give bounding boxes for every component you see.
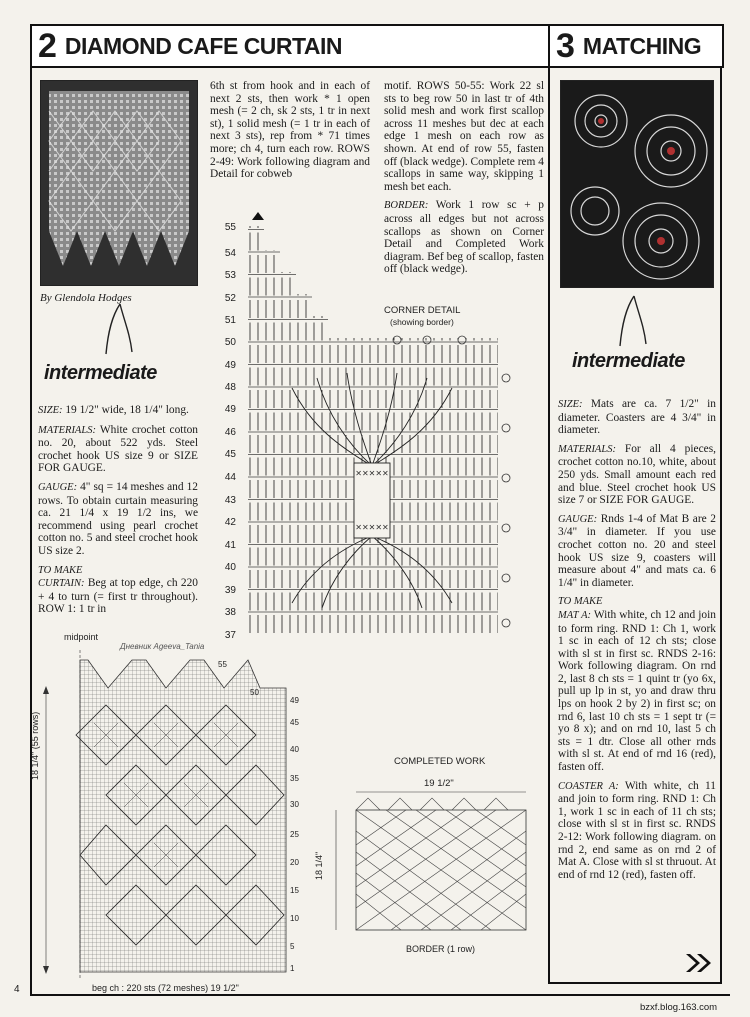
row-label: 50 [250, 688, 259, 697]
difficulty-badge: intermediate [44, 362, 157, 384]
row-number: 48 [224, 382, 236, 393]
row-number: 43 [224, 495, 236, 506]
materials-label: MATERIALS: [558, 443, 616, 455]
frame-right [720, 66, 722, 984]
svg-text:✕✕✕✕✕: ✕✕✕✕✕ [355, 469, 389, 478]
row-number: 41 [224, 540, 236, 551]
mat-text: With white, ch 12 and join to form ring. RND 1: Ch 1, work 1 sc in each of 12 ch sts; close with sl st in first sc. RNDS 2-16: Work following diagram. On rnd 2, last 8 ch sts = 1 quint tr (yo 6x, pull up lp in st, yo and draw thru lps on hook 2 by 2) in first sc; on rnd 6, last 10 ch sts = 1 sept tr (= yo 8 x); and on rnd 10, last 5 ch sts = 1 dtr. Close all other rnds with sl st. At end of rnd 16 (red), fasten off. [558, 608, 716, 774]
midpoint-label: midpoint [64, 632, 99, 642]
completed-work-diagram [326, 790, 536, 940]
row-label: 20 [290, 858, 299, 867]
difficulty-badge: intermediate [572, 350, 685, 372]
section-title: MATCHING [582, 32, 702, 59]
curtain-photo [40, 80, 198, 286]
completed-width: 19 1/2" [424, 778, 454, 789]
completed-work-title: COMPLETED WORK [394, 756, 486, 767]
row-label: 1 [290, 964, 295, 973]
gauge-label: GAUGE: [38, 481, 78, 493]
row-number: 40 [224, 562, 236, 573]
full-height-label: 18 1/4" (55 rows) [30, 711, 40, 780]
row-number: 55 [224, 222, 236, 233]
row-label: 40 [290, 745, 299, 754]
matching-instructions [558, 398, 716, 887]
tomake-label: TO MAKE [558, 596, 603, 608]
section-number: 3 [556, 26, 575, 65]
border-note: BORDER (1 row) [406, 944, 476, 954]
row-number: 46 [224, 427, 236, 438]
curtain-instructions-col2: 6th st from hook and in each of next 2 sts, then work * 1 open mesh (= 2 ch, sk 2 sts, 1 tr in next st), 1 solid mesh (= 1 tr in each of next 3 sts), rep from * 71 times more; ch 4, turn each row. ROWS 2-49: Work following diagram and Detail for cobweb [210, 80, 370, 181]
row-number: 49 [224, 360, 236, 371]
row-number: 44 [224, 472, 236, 483]
curtain-label: CURTAIN: [38, 578, 85, 590]
row-number: 54 [224, 248, 236, 259]
gauge-text: 4" sq = 14 meshes and 12 rows. To obtain curtain measuring ca. 21 1/4 x 19 1/2 ins, we recommend using pearl crochet cotton no. 5 and steel crochet hook US size 2. [38, 480, 198, 557]
frame-bottom [30, 994, 730, 996]
mat-label: MAT A: [558, 609, 591, 621]
materials-text: For all 4 pieces, crochet cotton no.10, white, about 250 yds. Small amount each red and blue. Steel crochet hook US size 7 or SIZE FOR GAUGE. [558, 442, 716, 507]
row-label: 35 [290, 774, 299, 783]
row-number: 53 [224, 270, 236, 281]
curtain-instructions-col1 [38, 404, 198, 616]
row-number: 37 [224, 630, 236, 641]
row-number: 38 [224, 607, 236, 618]
full-curtain-chart [36, 650, 306, 990]
header-matching [548, 24, 724, 68]
row-number: 50 [224, 337, 236, 348]
coaster-label: COASTER A: [558, 780, 619, 792]
size-label: SIZE: [558, 399, 583, 410]
size-text: 19 1/2" wide, 18 1/4" long. [62, 404, 189, 416]
header-diamond-cafe-curtain [30, 24, 550, 68]
row-label: 15 [290, 886, 299, 895]
doily-photo [560, 80, 714, 288]
row-label: 30 [290, 800, 299, 809]
cherry-icon [90, 302, 150, 362]
gauge-text: Rnds 1-4 of Mat B are 2 3/4" in diameter. If you use crochet cotton no. 20 and steel hook US size 9, coasters will measure about 4" and mats ca. 6 1/4" in diameter. [558, 512, 716, 589]
corner-detail-diagram [222, 208, 522, 644]
tomake-label: TO MAKE [38, 564, 83, 576]
curtain-text: Beg at top edge, ch 220 + 4 to turn (= first tr throughout). ROW 1: 1 tr in [38, 577, 198, 616]
row-label: 49 [290, 696, 299, 705]
row-label: 25 [290, 830, 299, 839]
border-text: Work 1 row sc + p across all edges but not across scallops as shown on Corner Detail and Completed Work diagram. Bef beg of scallop, fasten off (black wedge). [384, 199, 544, 276]
row-label: 55 [218, 660, 227, 669]
gauge-label: GAUGE: [558, 513, 598, 525]
row-number: 49 [224, 404, 236, 415]
border-label: BORDER: [384, 200, 429, 212]
row-label: 10 [290, 914, 299, 923]
section-title: DIAMOND CAFE CURTAIN [64, 32, 342, 59]
byline: By Glendola Hodges [40, 292, 132, 304]
size-label: SIZE: [38, 405, 63, 416]
frame-right-bottom [548, 982, 722, 984]
rows-text: motif. ROWS 50-55: Work 22 sl sts to beg row 50 in last tr of 4th solid mesh and work first scallop across 11 meshes but dec at each edge 1 mesh on each row as shown. At end of row 55, fasten off (black wedge). Complete rem 4 scallops in same way, skipping 1 mesh bet each. [384, 80, 544, 193]
frame-left [30, 66, 32, 996]
completed-height: 18 1/4" [314, 851, 324, 880]
beg-ch-label: beg ch : 220 sts (72 meshes) 19 1/2" [92, 983, 239, 993]
coaster-text: With white, ch 11 and join to form ring. RND 1: Ch 1, work 1 sc in each of 11 ch sts; close with sl st in first sc. RNDS 2-12: Work following diagram. on rnd 2, end same as on rnd 2 of Mat A. Close with sl st thruout. At end of rnd 12 (red), fasten off. [558, 779, 716, 881]
continue-arrow-icon [684, 952, 714, 974]
row-number: 52 [224, 293, 236, 304]
corner-detail-title: CORNER DETAIL [384, 305, 461, 316]
row-number: 45 [224, 449, 236, 460]
size-text: Mats are ca. 7 1/2" in diameter. Coasters are 4 3/4" in diameter. [558, 398, 716, 437]
column-divider [548, 66, 550, 984]
row-number: 42 [224, 517, 236, 528]
row-label: 5 [290, 942, 295, 951]
page-number: 4 [14, 984, 20, 995]
watermark: Дневник Ageeva_Tania [120, 642, 205, 651]
materials-label: MATERIALS: [38, 424, 96, 436]
materials-text: White crochet cotton no. 20, about 522 yds. Steel crochet hook US size 9 or SIZE FOR GAUGE. [38, 423, 198, 475]
row-label: 45 [290, 718, 299, 727]
row-number: 51 [224, 315, 236, 326]
cherry-icon [604, 294, 664, 354]
corner-detail-subtitle: (showing border) [390, 317, 454, 327]
site-watermark: bzxf.blog.163.com [640, 1002, 718, 1013]
svg-text:✕✕✕✕✕: ✕✕✕✕✕ [355, 523, 389, 532]
row-number: 39 [224, 585, 236, 596]
section-number: 2 [38, 26, 57, 65]
